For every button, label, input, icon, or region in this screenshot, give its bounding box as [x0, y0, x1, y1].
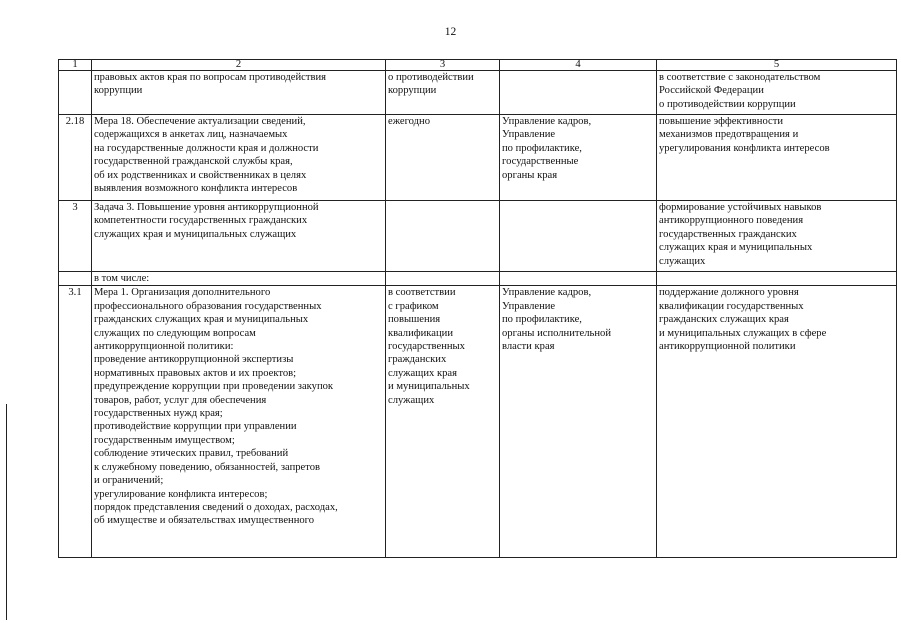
- responsible-cell: Управление кадров, Управление по профилактике, государственные органы края: [500, 115, 657, 201]
- row-number: 3: [59, 201, 92, 272]
- responsible-cell: Управление кадров, Управление по профилактике, органы исполнительной власти края: [500, 286, 657, 558]
- result-cell: в соответствие с законодательством Российской Федерации о противодействии коррупции: [657, 71, 897, 115]
- result-cell: повышение эффективности механизмов предотвращения и урегулирования конфликта интересов: [657, 115, 897, 201]
- column-header-4: 4: [500, 60, 657, 71]
- page-number: 12: [444, 26, 457, 38]
- measure-cell: правовых актов края по вопросам противодействия коррупции: [92, 71, 386, 115]
- table-row: [59, 286, 897, 558]
- column-header-2: 2: [92, 60, 386, 71]
- measures-table: [58, 59, 897, 558]
- table-row: [59, 201, 897, 272]
- result-cell: формирование устойчивых навыков антикоррупционного поведения государственных гражданских служащих края и муниципальных служащих: [657, 201, 897, 272]
- row-number: 3.1: [59, 286, 92, 558]
- row-number: [59, 272, 92, 286]
- table-row: [59, 115, 897, 201]
- result-cell: поддержание должного уровня квалификации государственных гражданских служащих края и муниципальных служащих в сфере антикоррупционной политики: [657, 286, 897, 558]
- responsible-cell: [500, 201, 657, 272]
- term-cell: в соответствии с графиком повышения квалификации государственных гражданских служащих края и муниципальных служащих: [386, 286, 500, 558]
- row-number: [59, 71, 92, 115]
- term-cell: [386, 201, 500, 272]
- column-header-1: 1: [59, 60, 92, 71]
- table-header-row: [59, 60, 897, 71]
- column-header-3: 3: [386, 60, 500, 71]
- measure-cell: Мера 1. Организация дополнительного профессионального образования государственных гражданских служащих края и муниципальных служащих по следующим вопросам антикоррупционной политики: проведение антикоррупционной экспертизы нормативных правовых актов и их проектов; предупреждение коррупции при проведении закупок товаров, работ, услуг для обеспечения государственных нужд края; противодействие коррупции при управлении государственным имуществом; соблюдение этических правил, требований к служебному поведению, обязанностей, запретов и ограничений; урегулирование конфликта интересов; порядок представления сведений о доходах, расходах, об имуществе и обязательствах имущественного: [92, 286, 386, 558]
- measure-cell: в том числе:: [92, 272, 386, 286]
- table-row: [59, 272, 897, 286]
- scan-edge-line: [6, 404, 7, 620]
- result-cell: [657, 272, 897, 286]
- row-number: 2.18: [59, 115, 92, 201]
- measure-cell: Мера 18. Обеспечение актуализации сведений, содержащихся в анкетах лиц, назначаемых на государственные должности края и должности государственной гражданской службы края, об их родственниках и свойственниках в целях выявления возможного конфликта интересов: [92, 115, 386, 201]
- term-cell: о противодействии коррупции: [386, 71, 500, 115]
- table-row: [59, 71, 897, 115]
- responsible-cell: [500, 71, 657, 115]
- measure-cell: Задача 3. Повышение уровня антикоррупционной компетентности государственных гражданских служащих края и муниципальных служащих: [92, 201, 386, 272]
- term-cell: [386, 272, 500, 286]
- responsible-cell: [500, 272, 657, 286]
- term-cell: ежегодно: [386, 115, 500, 201]
- column-header-5: 5: [657, 60, 897, 71]
